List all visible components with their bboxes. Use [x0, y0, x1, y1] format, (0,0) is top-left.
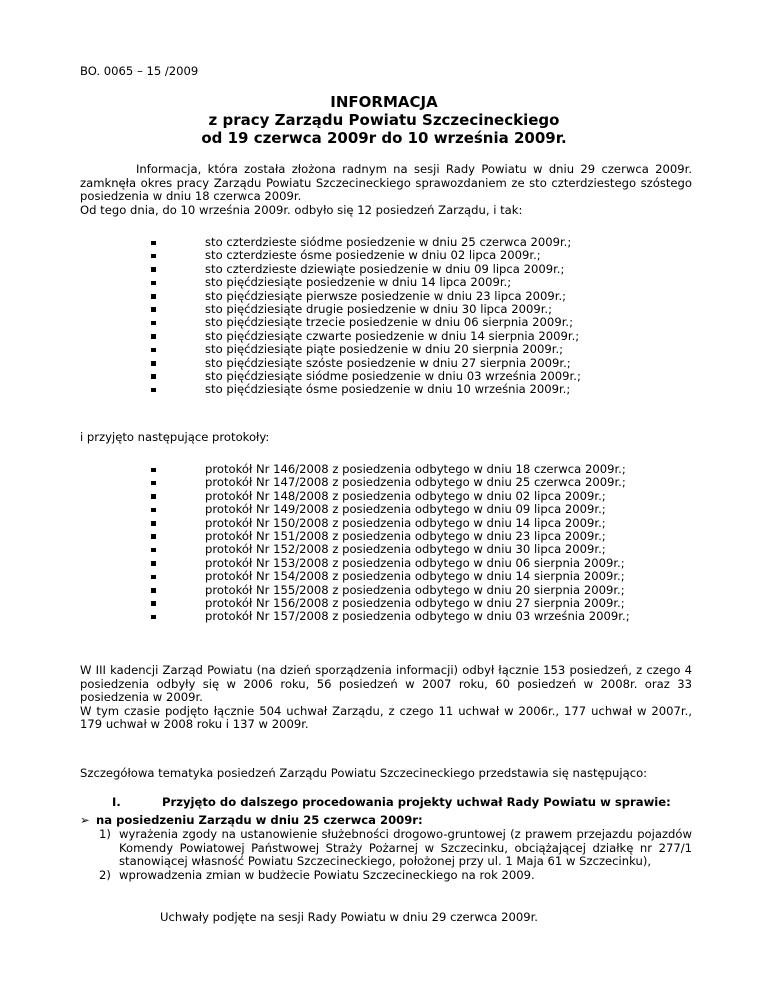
bullet-icon [151, 494, 156, 499]
list-item: sto czterdzieste dziewiąte posiedzenie w dniu 09 lipca 2009r.; [148, 263, 581, 276]
list-item: protokół Nr 156/2008 z posiedzenia odbytego w dniu 27 sierpnia 2009r.; [148, 597, 630, 610]
list-item: protokół Nr 153/2008 z posiedzenia odbytego w dniu 06 sierpnia 2009r.; [148, 557, 630, 570]
bullet-icon [151, 294, 156, 299]
bullet-icon [151, 508, 156, 513]
list-item: protokół Nr 149/2008 z posiedzenia odbytego w dniu 09 lipca 2009r.; [148, 503, 630, 516]
list-item: sto pięćdziesiąte siódme posiedzenie w dniu 03 września 2009r.; [148, 370, 581, 383]
bullet-icon [151, 321, 156, 326]
list-item: sto pięćdziesiąte czwarte posiedzenie w dniu 14 sierpnia 2009r.; [148, 330, 581, 343]
resolutions-adopted-note: Uchwały podjęte na sesji Rady Powiatu w dniu 29 czerwca 2009r. [160, 910, 538, 924]
bullet-icon [151, 361, 156, 366]
section-number: I. [112, 795, 121, 809]
bullet-icon [151, 615, 156, 620]
bullet-icon [151, 334, 156, 339]
list-item: sto pięćdziesiąte drugie posiedzenie w dniu 30 lipca 2009r.; [148, 303, 581, 316]
protocols-list [148, 463, 630, 624]
list-item: protokół Nr 146/2008 z posiedzenia odbytego w dniu 18 czerwca 2009r.; [148, 463, 630, 476]
resolution-items-list [80, 828, 692, 882]
bullet-icon [151, 588, 156, 593]
section-title: Przyjęto do dalszego procedowania projekty uchwał Rady Powiatu w sprawie: [162, 795, 671, 809]
intro-paragraph: Informacja, która została złożona radnym na sesji Rady Powiatu w dniu 29 czerwca 2009r. zamknęła okres pracy Zarządu Powiatu Szczecineckiego sprawozdaniem ze sto czterdziestego szóstego posiedzenia w dniu 18 czerwca 2009r. [80, 162, 692, 203]
bullet-icon [151, 548, 156, 553]
document-reference-number: BO. 0065 – 15 /2009 [80, 64, 199, 78]
list-item: protokół Nr 152/2008 z posiedzenia odbytego w dniu 30 lipca 2009r.; [148, 543, 630, 556]
bullet-icon [151, 468, 156, 473]
list-item: sto pięćdziesiąte piąte posiedzenie w dniu 20 sierpnia 2009r.; [148, 343, 581, 356]
meetings-list [148, 236, 581, 397]
document-subtitle: z pracy Zarządu Powiatu Szczecineckiego [208, 111, 560, 129]
arrow-bullet-icon: ➢ [80, 813, 90, 827]
list-item: protokół Nr 151/2008 z posiedzenia odbytego w dniu 23 lipca 2009r.; [148, 530, 630, 543]
term-summary [80, 664, 692, 732]
list-item: protokół Nr 155/2008 z posiedzenia odbytego w dniu 20 sierpnia 2009r.; [148, 584, 630, 597]
document-date-range: od 19 czerwca 2009r do 10 września 2009r. [201, 129, 567, 147]
bullet-icon [151, 348, 156, 353]
list-item: sto czterdzieste ósme posiedzenie w dniu 02 lipca 2009r.; [148, 249, 581, 262]
bullet-icon [151, 481, 156, 486]
list-item: protokół Nr 154/2008 z posiedzenia odbytego w dniu 14 sierpnia 2009r.; [148, 570, 630, 583]
bullet-icon [151, 534, 156, 539]
bullet-icon [151, 267, 156, 272]
subsection-heading [80, 814, 423, 828]
bullet-icon [151, 521, 156, 526]
list-item: 1) wyrażenia zgody na ustanowienie służebności drogowo-gruntowej (z prawem przejazdu pojazdów Komendy Powiatowej Państwowej Straży Pożarnej w Szczecinku, obciążającej działkę nr 277/1 stanowiącej własność Powiatu Szczecineckiego, położonej przy ul. 1 Maja 61 w Szczecinku), [99, 827, 692, 868]
bullet-icon [151, 374, 156, 379]
item-number: 2) [99, 867, 111, 882]
subsection-title: na posiedzeniu Zarządu w dniu 25 czerwca 2009r: [96, 813, 423, 827]
resolutions-summary-paragraph: W tym czasie podjęto łącznie 504 uchwał Zarządu, z czego 11 uchwał w 2006r., 177 uchwał w 2007r., 179 uchwał w 2008 roku i 137 w 2009r. [80, 703, 692, 731]
bullet-icon [151, 388, 156, 393]
document-title: INFORMACJA [330, 93, 438, 111]
details-intro: Szczegółowa tematyka posiedzeń Zarządu Powiatu Szczecineckiego przedstawia się następująco: [80, 766, 648, 780]
list-item: sto pięćdziesiąte ósme posiedzenie w dniu 10 września 2009r.; [148, 383, 581, 396]
item-number: 1) [99, 827, 111, 841]
list-item: sto pięćdziesiąte pierwsze posiedzenie w dniu 23 lipca 2009r.; [148, 290, 581, 303]
bullet-icon [151, 575, 156, 580]
intro-section [80, 163, 692, 217]
section-heading [112, 796, 671, 810]
list-item: sto pięćdziesiąte szóste posiedzenie w dniu 27 sierpnia 2009r.; [148, 357, 581, 370]
list-item: protokół Nr 148/2008 z posiedzenia odbytego w dniu 02 lipca 2009r.; [148, 490, 630, 503]
bullet-icon [151, 601, 156, 606]
list-item: protokół Nr 157/2008 z posiedzenia odbytego w dniu 03 września 2009r.; [148, 610, 630, 623]
bullet-icon [151, 254, 156, 259]
list-item: sto pięćdziesiąte posiedzenie w dniu 14 lipca 2009r.; [148, 276, 581, 289]
list-item: 2) wprowadzenia zmian w budżecie Powiatu Szczecineckiego na rok 2009. [99, 867, 535, 882]
bullet-icon [151, 561, 156, 566]
list-item: sto czterdzieste siódme posiedzenie w dniu 25 czerwca 2009r.; [148, 236, 581, 249]
list-item: protokół Nr 150/2008 z posiedzenia odbytego w dniu 14 lipca 2009r.; [148, 517, 630, 530]
bullet-icon [151, 307, 156, 312]
intro-meetings-count: Od tego dnia, do 10 września 2009r. odbyło się 12 posiedzeń Zarządu, i tak: [80, 202, 523, 217]
bullet-icon [151, 241, 156, 246]
bullet-icon [151, 281, 156, 286]
list-item: sto pięćdziesiąte trzecie posiedzenie w dniu 06 sierpnia 2009r.; [148, 316, 581, 329]
protocols-intro: i przyjęto następujące protokoły: [80, 430, 270, 444]
list-item: protokół Nr 147/2008 z posiedzenia odbytego w dniu 25 czerwca 2009r.; [148, 476, 630, 489]
meetings-summary-paragraph: W III kadencji Zarząd Powiatu (na dzień sporządzenia informacji) odbył łącznie 153 posiedzeń, z czego 4 posiedzenia odbyły się w 2006 roku, 56 posiedzeń w 2007 roku, 60 posiedzeń w 2008r. oraz 33 posiedzenia w 2009r. [80, 663, 692, 704]
